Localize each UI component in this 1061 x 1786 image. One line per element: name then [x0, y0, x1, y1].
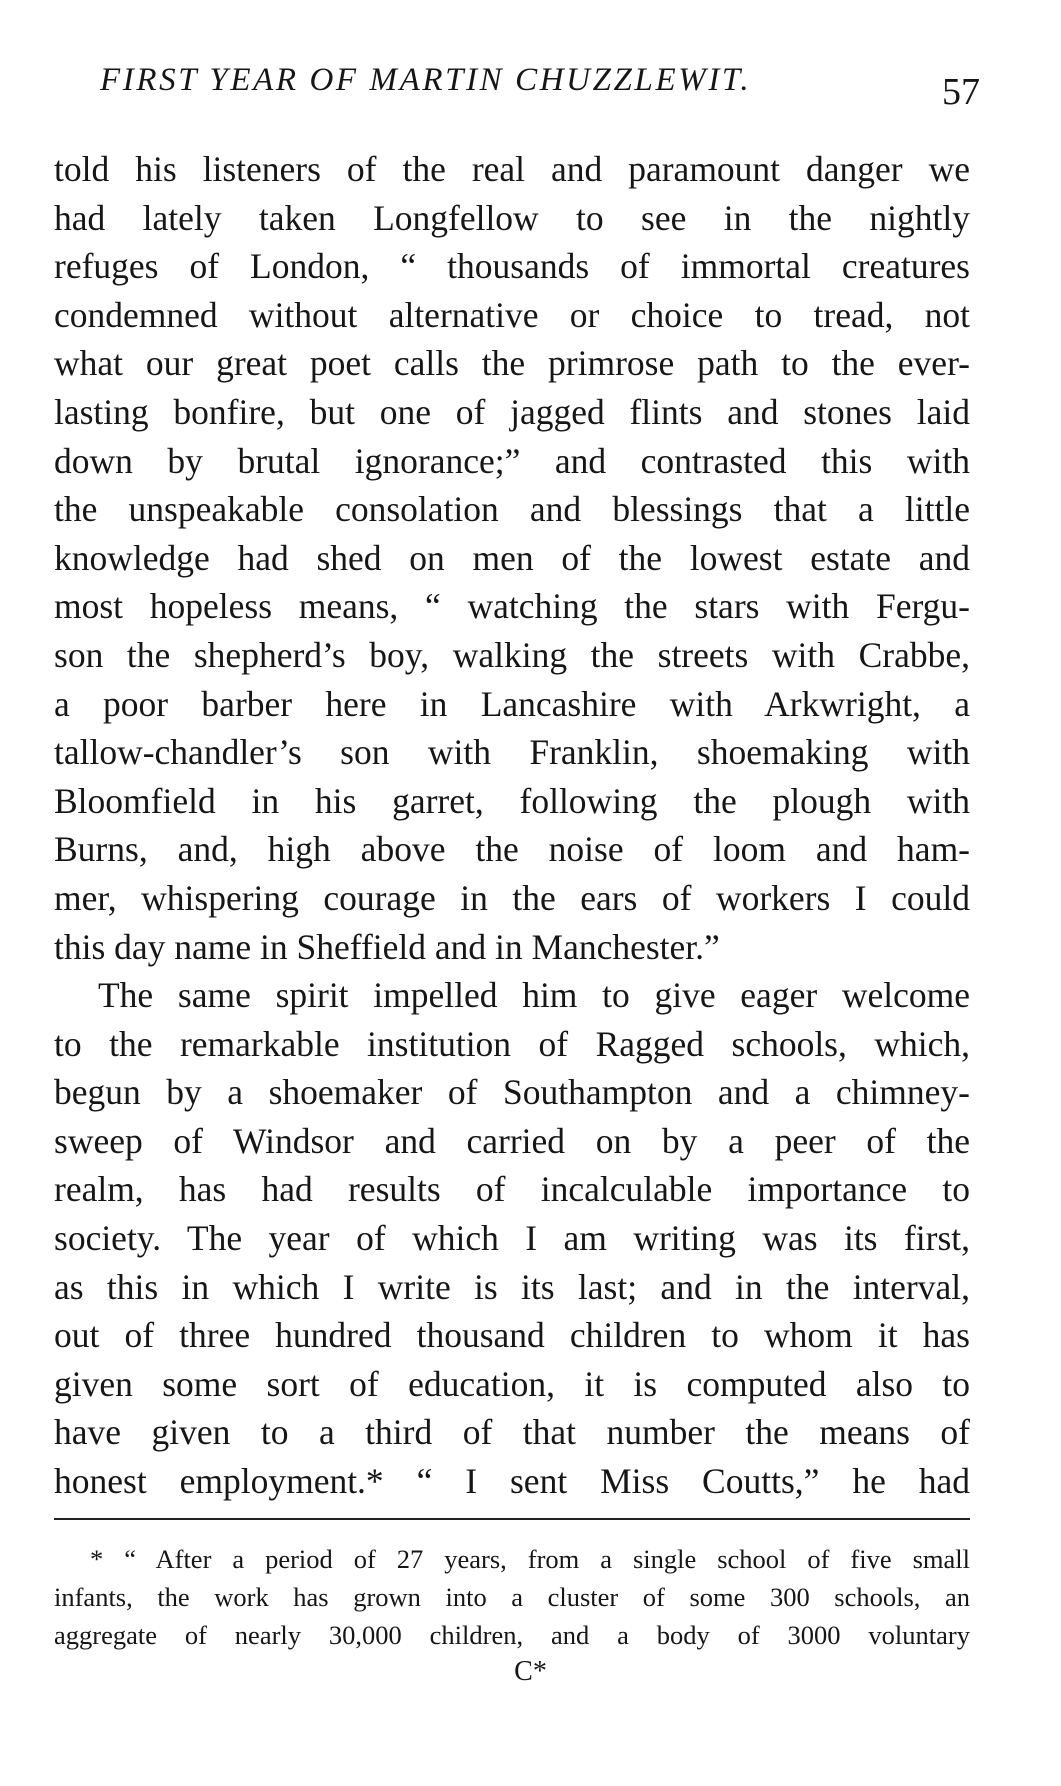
- text-line: this day name in Sheffield and in Manchester.”: [54, 926, 720, 967]
- footnote-line: * “ After a period of 27 years, from a single school of five small: [90, 1544, 970, 1574]
- text-line: the unspeakable consolation and blessings that a little: [54, 489, 970, 530]
- text-line: son the shepherd’s boy, walking the streets with Crabbe,: [54, 634, 970, 675]
- footnote: [54, 1540, 970, 1654]
- text-line: begun by a shoemaker of Southampton and a chimney-: [54, 1072, 970, 1113]
- text-line: as this in which I write is its last; and in the interval,: [54, 1266, 970, 1307]
- text-line: tallow-chandler’s son with Franklin, shoemaking with: [54, 732, 970, 773]
- text-line: told his listeners of the real and paramount danger we: [54, 149, 970, 189]
- text-line: have given to a third of that number the means of: [54, 1412, 970, 1453]
- paragraph-start-line: The same spirit impelled him to give eager welcome: [98, 975, 970, 1016]
- body-text: [54, 145, 970, 1506]
- text-line: given some sort of education, it is computed also to: [54, 1363, 970, 1404]
- text-line: mer, whispering courage in the ears of workers I could: [54, 877, 970, 918]
- text-line: lasting bonfire, but one of jagged flints and stones laid: [54, 391, 970, 432]
- text-line: society. The year of which I am writing was its first,: [54, 1218, 970, 1259]
- page-number: 57: [942, 71, 980, 113]
- text-line: Bloomfield in his garret, following the plough with: [54, 780, 970, 821]
- text-line: out of three hundred thousand children to whom it has: [54, 1315, 970, 1356]
- text-line: condemned without alternative or choice to tread, not: [54, 294, 970, 335]
- footnote-line: infants, the work has grown into a cluster of some 300 schools, an: [54, 1582, 970, 1612]
- running-title: FIRST YEAR OF MARTIN CHUZZLEWIT.: [100, 62, 752, 98]
- text-line: honest employment.* “ I sent Miss Coutts,” he had: [54, 1461, 970, 1502]
- text-line: knowledge had shed on men of the lowest estate and: [54, 537, 970, 578]
- text-line: to the remarkable institution of Ragged schools, which,: [54, 1023, 970, 1064]
- text-line: most hopeless means, “ watching the stars with Fergu-: [54, 586, 970, 627]
- text-line: refuges of London, “ thousands of immortal creatures: [54, 246, 970, 287]
- footnote-line: aggregate of nearly 30,000 children, and a body of 3000 voluntary: [54, 1620, 970, 1650]
- text-line: realm, has had results of incalculable importance to: [54, 1169, 970, 1210]
- page-header: [100, 62, 980, 112]
- signature-mark: C*: [514, 1656, 547, 1687]
- text-line: a poor barber here in Lancashire with Arkwright, a: [54, 683, 970, 724]
- text-line: had lately taken Longfellow to see in the nightly: [54, 197, 970, 238]
- footnote-divider: [54, 1518, 970, 1520]
- text-line: sweep of Windsor and carried on by a peer of the: [54, 1120, 970, 1161]
- text-line: what our great poet calls the primrose path to the ever-: [54, 343, 970, 384]
- text-line: down by brutal ignorance;” and contrasted this with: [54, 440, 970, 481]
- text-line: Burns, and, high above the noise of loom and ham-: [54, 829, 970, 870]
